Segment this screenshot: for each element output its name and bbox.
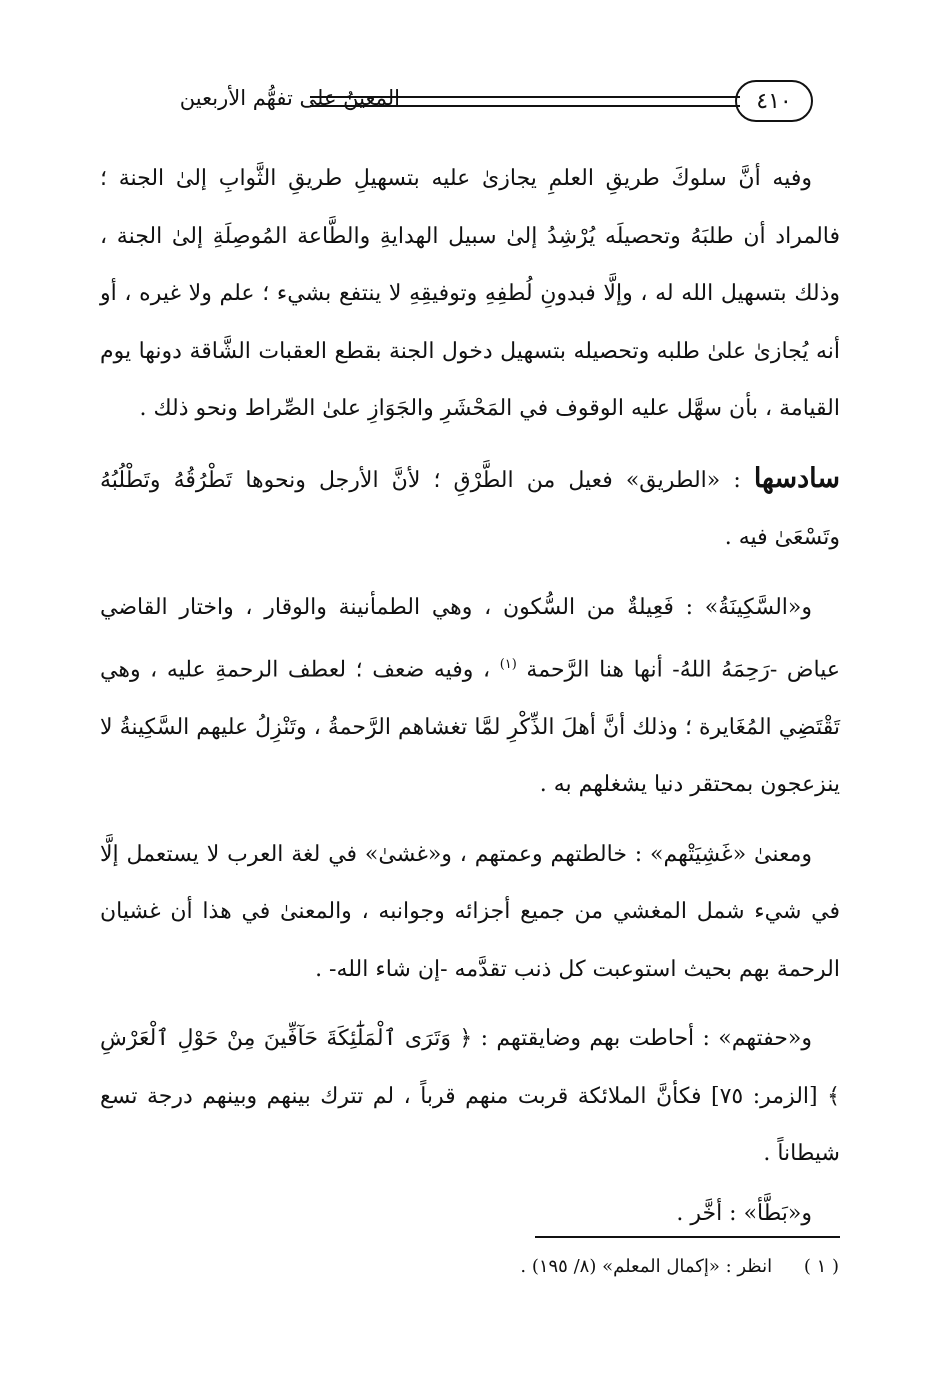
page-number: ٤١٠ bbox=[756, 88, 792, 114]
paragraph-3 bbox=[100, 579, 840, 814]
paragraph-4 bbox=[100, 826, 840, 999]
paragraph-5 bbox=[100, 1010, 840, 1183]
running-header bbox=[100, 80, 845, 124]
footnote-number: ( ١ ) bbox=[803, 1256, 839, 1277]
footnote-separator bbox=[535, 1236, 840, 1238]
paragraph-text: ومعنىٰ «غَشِيَتْهم» : خالطتهم وعمتهم ، و«غشىٰ» في لغة العرب لا يستعمل إلَّا في شيء شمل المغشي من جميع أجزائه وجوانبه ، والمعنىٰ في هذا أن غشيان الرحمة بهم بحيث استوعبت كل ذنب تقدَّمه -إن شاء الله- . bbox=[100, 841, 840, 982]
paragraph-text: و«بَطَّأ» : أخَّر . bbox=[676, 1200, 812, 1226]
paragraph-text: : «الطريق» فعيل من الطَّرْقِ ؛ لأنَّ الأرجل ونحوها تَطْرُقُهُ وتَطْلُبُهُ وتَسْعَىٰ فيه . bbox=[100, 467, 840, 550]
book-title: المعينُ على تفهُّم الأربعين bbox=[179, 86, 400, 110]
section-lead-word: سادسها bbox=[753, 462, 840, 494]
main-text bbox=[100, 150, 840, 1242]
paragraph-1 bbox=[100, 150, 840, 438]
paragraph-text: وفيه أنَّ سلوكَ طريقِ العلمِ يجازىٰ عليه بتسهيلِ طريقِ الثَّوابِ إلىٰ الجنة ؛ فالمراد أن طلبَهُ وتحصيلَه يُرْشِدُ إلىٰ سبيل الهدايةِ والطَّاعة المُوصِلَةِ إلىٰ الجنة ، وذلك بتسهيل الله له ، وإلَّا فبدونِ لُطفِهِ وتوفيقِهِ لا ينتفع بشيء ؛ علم ولا غيره ، أو أنه يُجازىٰ علىٰ طلبه وتحصيله بتسهيل دخول الجنة بقطع العقبات الشَّاقة دونها يوم القيامة ، بأن سهَّل عليه الوقوف في المَحْشَرِ والجَوَازِ علىٰ الصِّراط ونحو ذلك . bbox=[100, 166, 840, 421]
paragraph-2 bbox=[100, 450, 840, 567]
footnote-reference[interactable]: (١) bbox=[499, 657, 517, 672]
paragraph-6 bbox=[100, 1185, 840, 1243]
paragraph-text: و«السَّكِينَةُ» : فَعِيلةٌ من السُّكون ، وهي الطمأنينة والوقار ، واختار القاضي عياض -رَحِمَهُ اللهُ- أنها هنا الرَّحمة bbox=[100, 594, 840, 683]
paragraph-text: و«حفتهم» : أحاطت بهم وضايقتهم : ﴿ وَتَرَى ٱلْمَلَٰٓئِكَةَ حَآفِّينَ مِنْ حَوْلِ ٱلْعَرْشِ ﴾ [الزمر: ٧٥] فكأنَّ الملائكة قربت منهم قرباً ، لم تترك بينهم وبينهم درجة تسع شيطاناً . bbox=[100, 1026, 840, 1167]
page-number-badge bbox=[735, 80, 813, 122]
footnote-text: انظر : «إكمال المعلم» (٨/ ١٩٥) . bbox=[520, 1256, 773, 1277]
paragraph-text: ، وفيه ضعف ؛ لعطف الرحمةِ عليه ، وهي تَقْتَضِي المُغَايرة ؛ وذلك أنَّ أهلَ الذِّكْرِ لمَّا تغشاهم الرَّحمةُ ، وتَنْزِلُ عليهم السَّكِينةُ لا ينزعجون بمحتقر دنيا يشغلهم به . bbox=[100, 657, 840, 798]
footnote bbox=[139, 1256, 839, 1277]
